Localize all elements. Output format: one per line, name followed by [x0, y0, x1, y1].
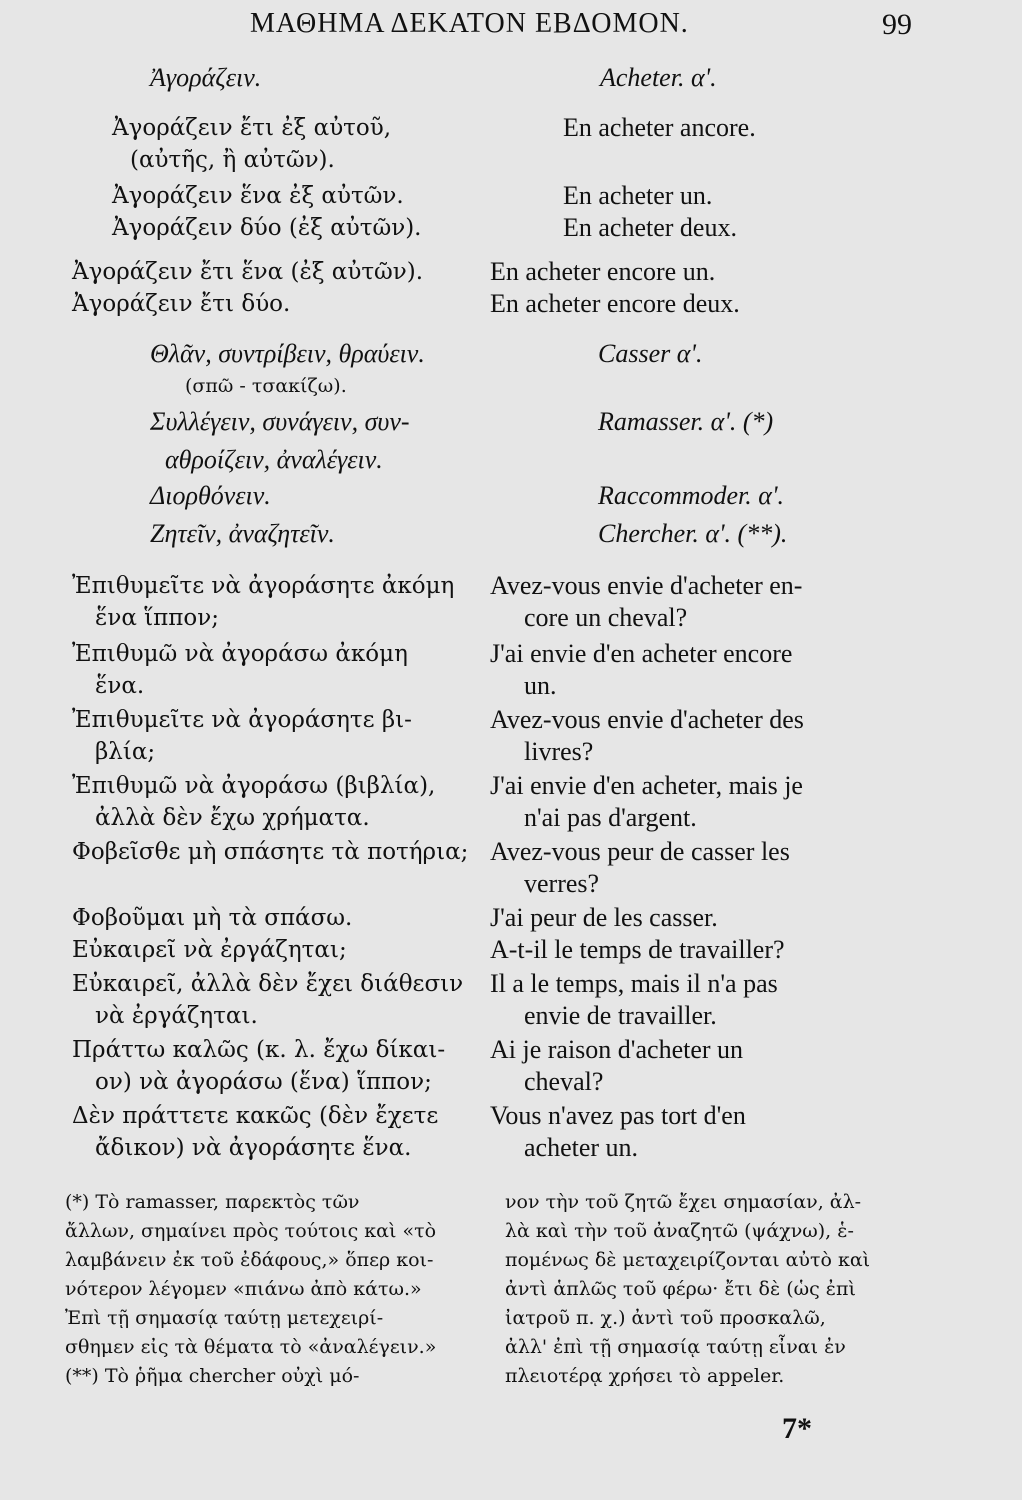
french-text: En acheter ancore.	[563, 113, 756, 142]
footnote-line: πλειοτέρᾳ χρήσει τὸ appeler.	[505, 1365, 785, 1387]
running-title: ΜΑΘΗΜΑ ΔΕΚΑΤΟΝ ΕΒΔΟΜΟΝ.	[250, 8, 689, 39]
french-text: core un cheval?	[524, 603, 688, 632]
footnote-line: νότερον λέγομεν «πιάνω ἀπὸ κάτω.»	[65, 1278, 422, 1300]
greek-text: ἄδικον) νὰ ἀγοράσητε ἕνα.	[95, 1135, 412, 1161]
footnote-line: ἄλλων, σημαίνει πρὸς τούτοις καὶ «τὸ	[65, 1220, 437, 1242]
greek-text: Εὐκαιρεῖ νὰ ἐργάζηται;	[72, 937, 347, 963]
greek-text: αθροίζειν, ἀναλέγειν.	[165, 445, 383, 474]
french-text: n'ai pas d'argent.	[524, 803, 697, 832]
footnote-line: λὰ καὶ τὴν τοῦ ἀναζητῶ (ψάχνω), ἑ-	[505, 1220, 854, 1242]
footnote-line: νον τὴν τοῦ ζητῶ ἔχει σημασίαν, ἀλ-	[505, 1191, 862, 1213]
footnote-line: λαμβάνειν ἐκ τοῦ ἐδάφους,» ὅπερ κοι-	[65, 1249, 434, 1271]
french-text: Ai je raison d'acheter un	[490, 1035, 744, 1064]
french-text: En acheter encore deux.	[490, 289, 740, 318]
footnote-line: σθημεν εἰς τὰ θέματα τὸ «ἀναλέγειν.»	[65, 1336, 437, 1358]
footnote-line: ἀντὶ ἁπλῶς τοῦ φέρω· ἔτι δὲ (ὡς ἐπὶ	[505, 1278, 856, 1300]
greek-text: ον) νὰ ἀγοράσω (ἕνα) ἵππον;	[95, 1069, 432, 1095]
footnote-line: πομένως δὲ μεταχειρίζονται αὐτὸ καὶ	[505, 1249, 871, 1271]
french-text: Il a le temps, mais il n'a pas	[490, 969, 778, 998]
footnote-line: (*) Τὸ ramasser, παρεκτὸς τῶν	[65, 1191, 360, 1213]
french-text: Acheter. α'.	[600, 63, 717, 92]
french-text: J'ai envie d'en acheter encore	[490, 639, 793, 668]
greek-text: (αὐτῆς, ἢ αὐτῶν).	[130, 147, 335, 173]
french-text: En acheter un.	[563, 181, 713, 210]
greek-text: Ἐπιθυμεῖτε νὰ ἀγοράσητε ἀκόμη	[72, 573, 455, 599]
greek-text: (σπῶ - τσακίζω).	[185, 375, 347, 397]
greek-text: βλία;	[95, 739, 156, 765]
greek-text: ἕνα ἵππον;	[95, 605, 219, 631]
french-text: Chercher. α'. (**).	[598, 519, 788, 548]
footnote-line: ἰατροῦ π. χ.) ἀντὶ τοῦ προσκαλῶ,	[505, 1307, 826, 1329]
greek-text: ἀλλὰ δὲν ἔχω χρήματα.	[95, 805, 370, 831]
footnote-line: (**) Τὸ ῥῆμα chercher οὐχὶ μό-	[65, 1365, 360, 1387]
french-text: Ramasser. α'. (*)	[598, 407, 774, 436]
french-text: un.	[524, 671, 557, 700]
greek-text: Ἀγοράζειν δύο (ἐξ αὐτῶν).	[112, 215, 422, 241]
french-text: cheval?	[524, 1067, 604, 1096]
greek-text: Ζητεῖν, ἀναζητεῖν.	[150, 519, 335, 548]
french-text: acheter un.	[524, 1133, 639, 1162]
french-text: verres?	[524, 869, 600, 898]
french-text: Avez-vous envie d'acheter en-	[490, 571, 803, 600]
greek-text: Ἀγοράζειν ἔτι δύο.	[72, 291, 291, 317]
greek-text: Φοβεῖσθε μὴ σπάσητε τὰ ποτήρια;	[72, 839, 469, 865]
page-header	[0, 8, 1022, 48]
french-text: Raccommoder. α'.	[598, 481, 784, 510]
french-text: livres?	[524, 737, 594, 766]
french-text: A-t-il le temps de travailler?	[490, 935, 785, 964]
greek-text: Ἀγοράζειν ἔτι ἕνα (ἐξ αὐτῶν).	[72, 259, 424, 285]
french-text: Casser α'.	[598, 339, 703, 368]
footnote-line: ἀλλ' ἐπὶ τῇ σημασίᾳ ταύτῃ εἶναι ἐν	[505, 1336, 846, 1358]
french-text: J'ai peur de les casser.	[490, 903, 718, 932]
greek-text: Ἀγοράζειν.	[150, 63, 262, 92]
greek-text: Πράττω καλῶς (κ. λ. ἔχω δίκαι-	[72, 1037, 446, 1063]
page-number: 99	[882, 8, 912, 41]
greek-text: νὰ ἐργάζηται.	[95, 1003, 258, 1029]
french-text: J'ai envie d'en acheter, mais je	[490, 771, 803, 800]
greek-text: Ἐπιθυμῶ νὰ ἀγοράσω (βιβλία),	[72, 773, 436, 799]
french-text: envie de travailler.	[524, 1001, 717, 1030]
greek-text: Θλᾶν, συντρίβειν, θραύειν.	[150, 339, 425, 368]
greek-text: Ἀγοράζειν ἕνα ἐξ αὐτῶν.	[112, 183, 404, 209]
greek-text: Ἐπιθυμῶ νὰ ἀγοράσω ἀκόμη	[72, 641, 408, 667]
greek-text: Ἀγοράζειν ἔτι ἐξ αὐτοῦ,	[112, 115, 392, 141]
greek-text: Διορθόνειν.	[150, 481, 271, 510]
greek-text: Φοβοῦμαι μὴ τὰ σπάσω.	[72, 905, 353, 931]
french-text: Avez-vous peur de casser les	[490, 837, 790, 866]
signature-mark: 7*	[782, 1412, 812, 1445]
french-text: En acheter deux.	[563, 213, 737, 242]
french-text: Vous n'avez pas tort d'en	[490, 1101, 746, 1130]
footnote-line: Ἐπὶ τῇ σημασίᾳ ταύτῃ μετεχειρί-	[65, 1307, 384, 1329]
greek-text: Συλλέγειν, συνάγειν, συν-	[150, 407, 410, 436]
french-text: Avez-vous envie d'acheter des	[490, 705, 804, 734]
greek-text: Εὐκαιρεῖ, ἀλλὰ δὲν ἔχει διάθεσιν	[72, 971, 464, 997]
french-text: En acheter encore un.	[490, 257, 716, 286]
greek-text: Δὲν πράττετε κακῶς (δὲν ἔχετε	[72, 1103, 439, 1129]
greek-text: Ἐπιθυμεῖτε νὰ ἀγοράσητε βι-	[72, 707, 412, 733]
greek-text: ἕνα.	[95, 673, 145, 699]
